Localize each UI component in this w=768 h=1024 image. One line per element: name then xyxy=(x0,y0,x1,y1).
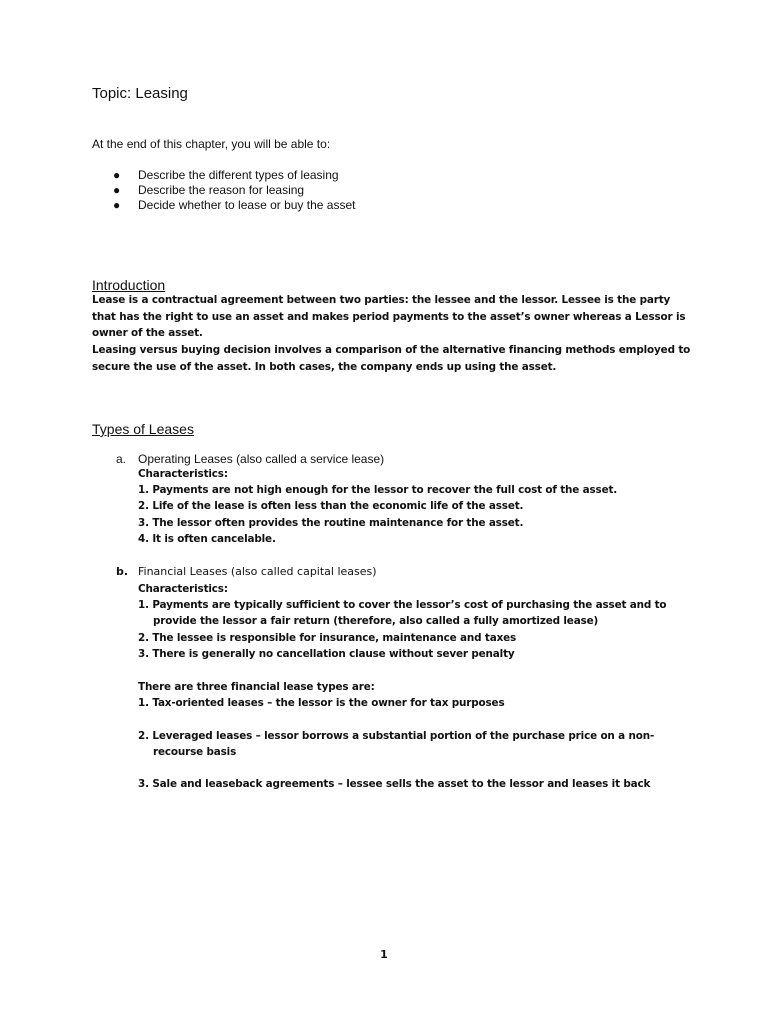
list-item: 1. Payments are not high enough for the lessor to recover the full cost of the asset. xyxy=(138,484,618,497)
list-item: 1. Payments are typically sufficient to cover the lessor’s cost of purchasing the asset and to xyxy=(138,599,667,612)
objective-text: Describe the reason for leasing xyxy=(138,183,305,197)
list-item: 3. Sale and leaseback agreements – lessee sells the asset to the lessor and leases it back xyxy=(138,778,651,790)
learning-objectives-intro: At the end of this chapter, you will be able to: xyxy=(92,137,331,151)
list-item-continuation: recourse basis xyxy=(153,746,237,759)
leveraged-lease-item xyxy=(138,728,654,760)
list-item xyxy=(92,168,355,183)
introduction-paragraph-2: Leasing versus buying decision involves a comparison of the alternative financing methods employed to secure the use of the asset. In both cases, the company ends up using the asset. xyxy=(92,344,691,373)
introduction-paragraph-1: Lease is a contractual agreement between two parties: the lessee and the lessor. Lessee is the party that has the right to use an asset and makes period payments to the asset’s owner whereas a Lessor is owner of the asset. xyxy=(92,294,686,339)
list-item: 2. Life of the lease is often less than the economic life of the asset. xyxy=(138,500,524,513)
operating-characteristics xyxy=(138,466,617,547)
financial-leases-title: Financial Leases (also called capital leases) xyxy=(138,565,377,578)
list-item xyxy=(92,198,355,213)
characteristics-label: Characteristics: xyxy=(138,468,228,480)
financial-leases-heading xyxy=(116,564,377,580)
operating-leases-title: Operating Leases (also called a service lease) xyxy=(138,452,385,466)
financial-lease-types xyxy=(138,679,504,711)
characteristics-label: Characteristics: xyxy=(138,583,228,595)
list-item: 4. It is often cancelable. xyxy=(138,532,276,545)
objective-text: Describe the different types of leasing xyxy=(138,168,339,182)
list-item: 2. Leveraged leases – lessor borrows a substantial portion of the purchase price on a non- xyxy=(138,730,655,742)
page-number: 1 xyxy=(380,948,388,961)
objective-text: Decide whether to lease or buy the asset xyxy=(138,198,356,212)
list-item: 1. Tax-oriented leases – the lessor is the owner for tax purposes xyxy=(138,697,505,710)
lease-types-intro: There are three financial lease types are: xyxy=(138,681,375,693)
list-letter: a. xyxy=(116,452,127,466)
introduction-heading: Introduction xyxy=(92,277,166,293)
list-item: 2. The lessee is responsible for insurance, maintenance and taxes xyxy=(138,631,517,644)
page-title: Topic: Leasing xyxy=(92,85,188,102)
bullet-icon: ● xyxy=(113,168,121,182)
list-item: 3. The lessor often provides the routine maintenance for the asset. xyxy=(138,516,524,529)
list-item-continuation: provide the lessor a fair return (therefore, also called a fully amortized lease) xyxy=(153,615,599,628)
sale-leaseback-item xyxy=(138,776,650,792)
operating-leases-heading xyxy=(116,451,384,467)
bullet-icon: ● xyxy=(113,183,121,197)
list-item: 3. There is generally no cancellation clause without sever penalty xyxy=(138,647,515,660)
types-of-leases-heading: Types of Leases xyxy=(92,421,194,437)
list-item xyxy=(92,183,355,198)
learning-objectives-list xyxy=(92,168,355,213)
bullet-icon: ● xyxy=(113,198,121,212)
financial-characteristics xyxy=(138,581,666,662)
list-letter: b. xyxy=(116,565,129,578)
